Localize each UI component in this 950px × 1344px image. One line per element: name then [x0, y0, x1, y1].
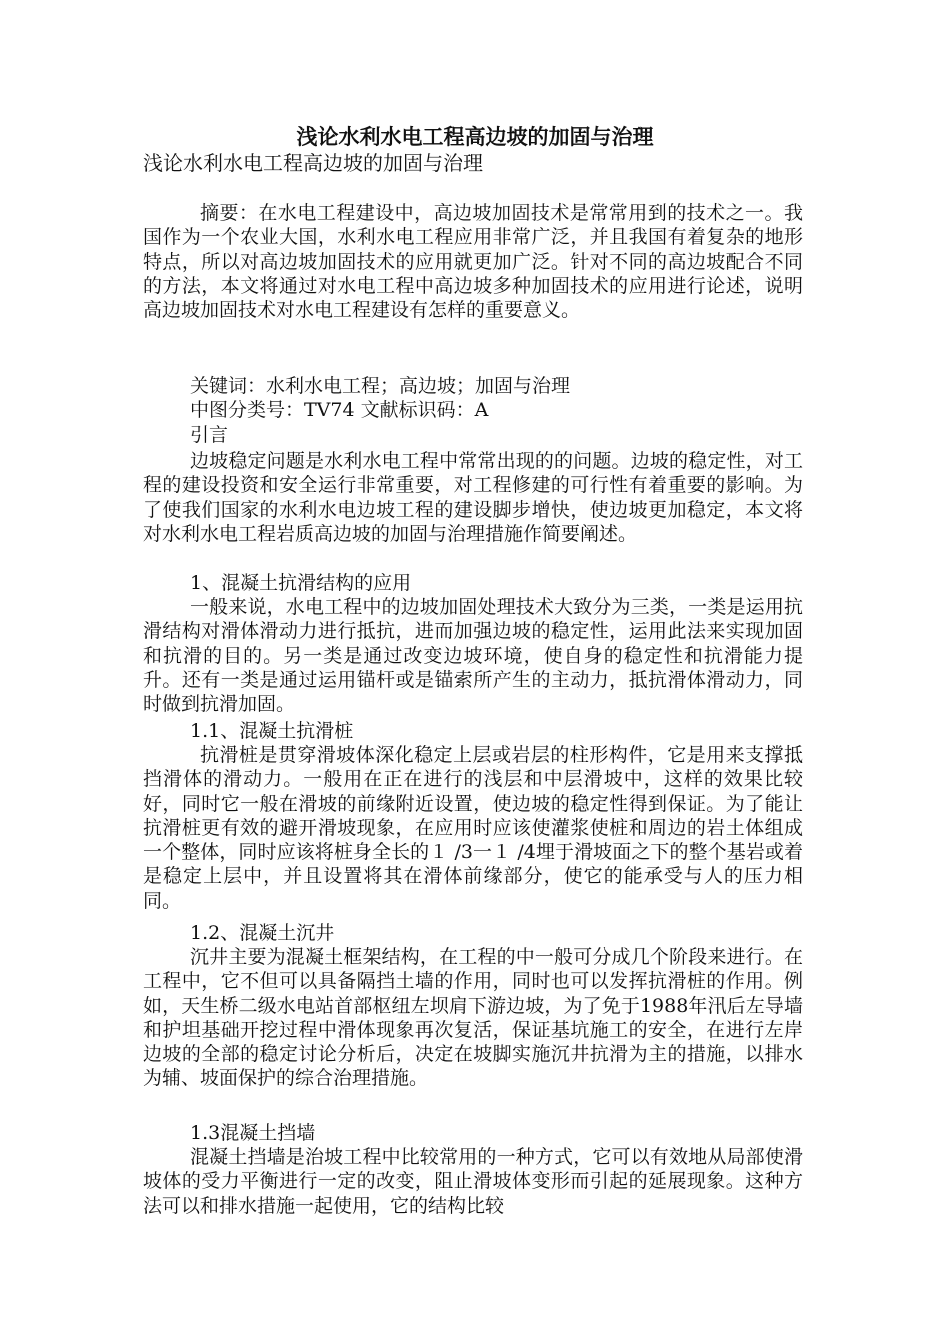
- section-1-heading: 1、混凝土抗滑结构的应用: [190, 572, 412, 594]
- intro-paragraph: 边坡稳定问题是水利水电工程中常常出现的的问题。边坡的稳定性，对工程的建设投资和安全运行非常重要，对工程修建的可行性有着重要的影响。为了使我们国家的水利水电边坡工程的建设脚步增快，使边坡更加稳定，本文将对水利水电工程岩质高边坡的加固与治理措施作简要阐述。: [143, 450, 803, 545]
- section-1-2-paragraph: 沉井主要为混凝土框架结构，在工程的中一般可分成几个阶段来进行。在工程中，它不但可以具备隔挡土墙的作用，同时也可以发挥抗滑桩的作用。例如，天生桥二级水电站首部枢纽左坝肩下游边坡，为了免于1988年汛后左导墙和护坦基础开挖过程中滑体现象再次复活，保证基坑施工的安全，在进行左岸边坡的全部的稳定讨论分析后，决定在坡脚实施沉井抗滑为主的措施，以排水为辅、坡面保护的综合治理措施。: [143, 946, 803, 1090]
- section-1-3-heading: 1.3混凝土挡墙: [190, 1122, 316, 1144]
- section-1-1-heading: 1.1、混凝土抗滑桩: [190, 720, 354, 742]
- keywords-line: 关键词：水利水电工程；高边坡；加固与治理: [190, 375, 571, 397]
- section-1-3-paragraph: 混凝土挡墙是治坡工程中比较常用的一种方式，它可以有效地从局部使滑坡体的受力平衡进行一定的改变，阻止滑坡体变形而引起的延展现象。这种方法可以和排水措施一起使用，它的结构比较: [143, 1146, 803, 1217]
- document-title: 浅论水利水电工程高边坡的加固与治理: [296, 124, 654, 149]
- document-subtitle: 浅论水利水电工程高边坡的加固与治理: [143, 151, 483, 175]
- classification-line: 中图分类号：TV74 文献标识码：A: [190, 399, 489, 421]
- abstract-paragraph: 摘要：在水电工程建设中，高边坡加固技术是常常用到的技术之一。我国作为一个农业大国，水利水电工程应用非常广泛，并且我国有着复杂的地形特点，所以对高边坡加固技术的应用就更加广泛。针对不同的高边坡配合不同的方法，本文将通过对水电工程中高边坡多种加固技术的应用进行论述，说明高边坡加固技术对水电工程建设有怎样的重要意义。: [143, 202, 803, 322]
- section-1-paragraph: 一般来说，水电工程中的边坡加固处理技术大致分为三类，一类是运用抗滑结构对滑体滑动力进行抵抗，进而加强边坡的稳定性，运用此法来实现加固和抗滑的目的。另一类是通过改变边坡环境，使自身的稳定性和抗滑能力提升。还有一类是通过运用锚杆或是锚索所产生的主动力，抵抗滑体滑动力，同时做到抗滑加固。: [143, 596, 803, 716]
- section-1-2-heading: 1.2、混凝土沉井: [190, 922, 335, 944]
- section-1-1-paragraph: 抗滑桩是贯穿滑坡体深化稳定上层或岩层的柱形构件，它是用来支撑抵挡滑体的滑动力。一般用在正在进行的浅层和中层滑坡中，这样的效果比较好，同时它一般在滑坡的前缘附近设置，使边坡的稳定性得到保证。为了能让抗滑桩更有效的避开滑坡现象，在应用时应该使灌浆使桩和周边的岩土体组成一个整体，同时应该将桩身全长的１ /3一１ /4埋于滑坡面之下的整个基岩或着是稳定上层中，并且设置将其在滑体前缘部分，使它的能承受与人的压力相同。: [143, 744, 803, 912]
- intro-heading: 引言: [190, 424, 229, 446]
